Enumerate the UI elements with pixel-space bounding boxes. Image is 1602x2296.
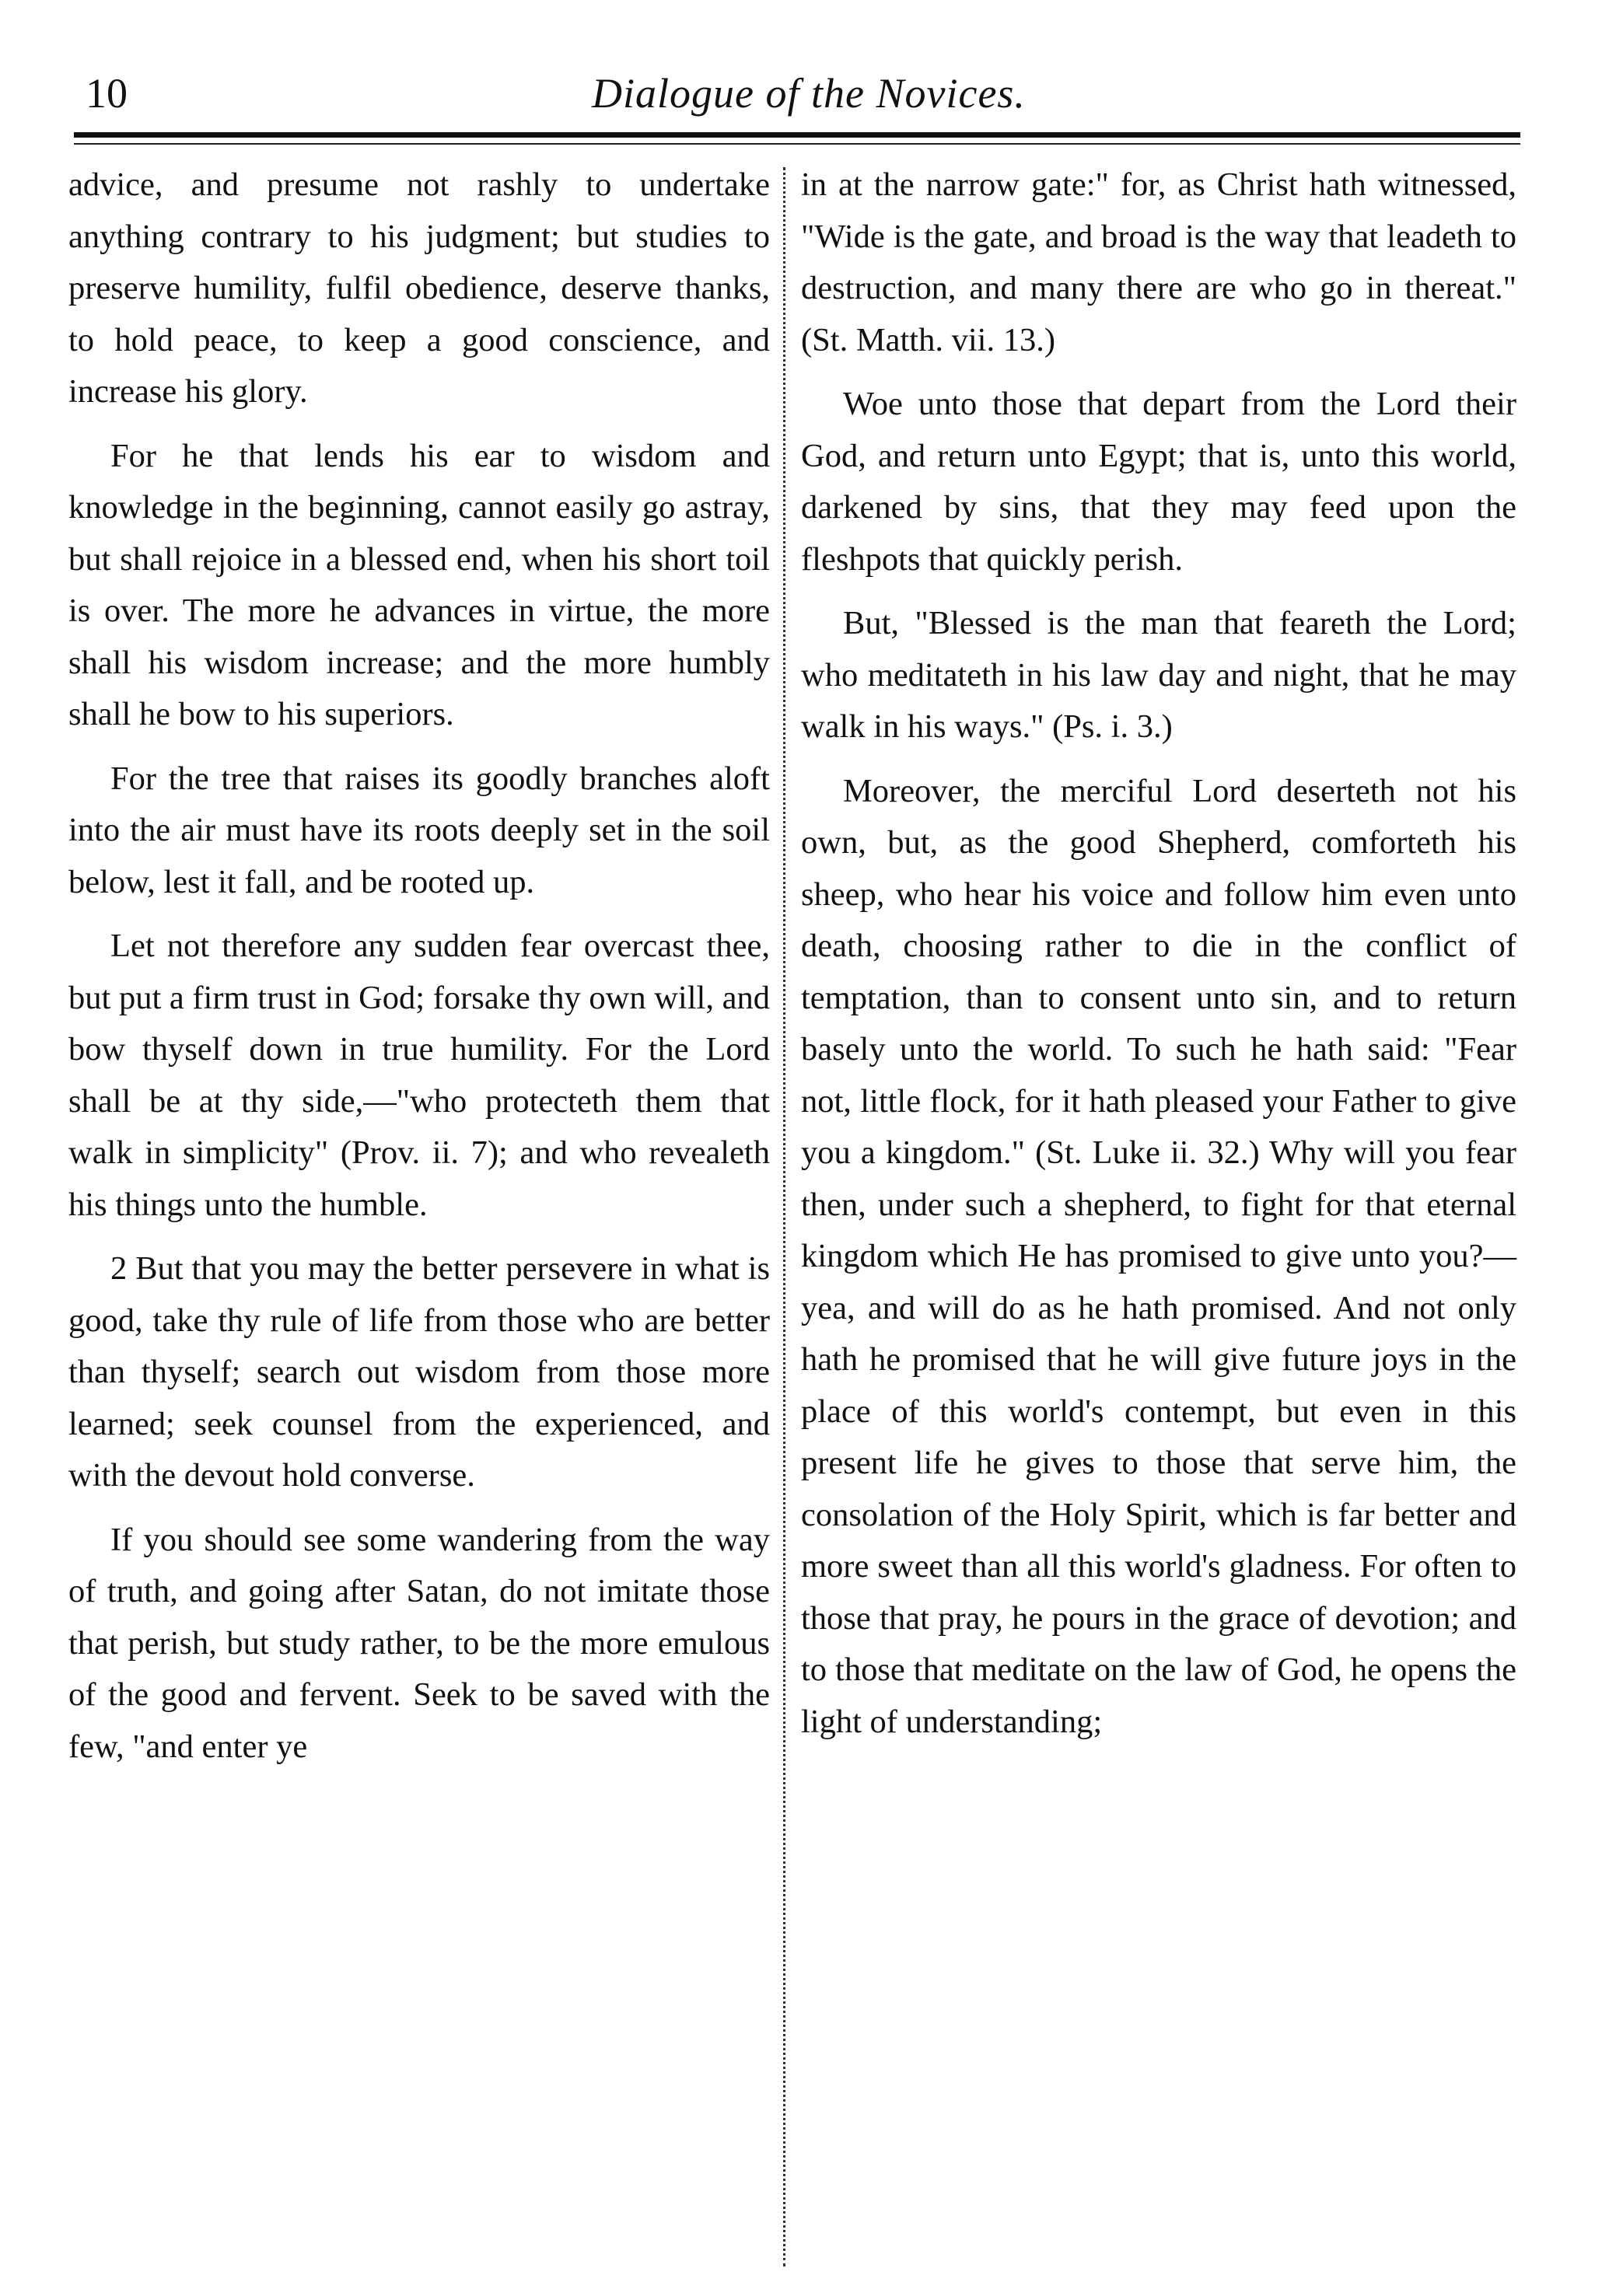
paragraph: Moreover, the merciful Lord deserteth not his own, but, as the good Shepherd, comforteth his sheep, who hear his voice and follow him even unto death, choosing rather to die in the conflict of temptation, than to consent unto sin, and to return basely unto the world. To such he hath said: "Fear not, little flock, for it hath pleased your Father to give you a kingdom." (St. Luke ii. 32.) Why will you fear then, under such a shepherd, to fight for that eternal kingdom which He has promised to give unto you?—yea, and will do as he hath promised. And not only hath he promised that he will give future joys in the place of this world's contempt, but even in this present life he gives to those that serve him, the consolation of the Holy Spirit, which is far better and more sweet than all this world's gladness. For often to those that pray, he pours in the grace of devotion; and to those that meditate on the law of God, he opens the light of understanding; [801,772,1516,1740]
paragraph: advice, and presume not rashly to undertake anything contrary to his judgment; but studies to preserve humility, fulfil obedience, deserve thanks, to hold peace, to keep a good conscience, and increase his glory. [68,166,770,410]
paragraph: If you should see some wandering from the way of truth, and going after Satan, do not imitate those that perish, but study rather, to be the more emulous of the good and fervent. Seek to be saved with the few, "and enter ye [68,1521,770,1765]
running-title: Dialogue of the Novices. [592,70,1026,117]
paragraph: in at the narrow gate:" for, as Christ hath witnessed, "Wide is the gate, and broad is the way that leadeth to destruction, and many there are who go in thereat." (St. Matth. vii. 13.) [801,166,1516,358]
paragraph: But, "Blessed is the man that feareth the Lord; who meditateth in his law day and night, that he may walk in his ways." (Ps. i. 3.) [801,605,1516,745]
paragraph: 2 But that you may the better persevere in what is good, take thy rule of life from those who are better than thyself; search out wisdom from those more learned; seek counsel from the experienced, and with the devout hold converse. [68,1250,770,1494]
paragraph: For he that lends his ear to wisdom and knowledge in the beginning, cannot easily go astray, but shall rejoice in a blessed end, when his short toil is over. The more he advances in virtue, the more shall his wisdom increase; and the more humbly shall he bow to his superiors. [68,437,770,732]
header-rule-thin [74,143,1520,145]
paragraph: Let not therefore any sudden fear overcast thee, but put a firm trust in God; forsake thy own will, and bow thyself down in true humility. For the Lord shall be at thy side,—"who protecteth them that walk in simplicity" (Prov. ii. 7); and who revealeth his things unto the humble. [68,928,770,1223]
right-column [801,159,1516,1748]
page-number: 10 [86,70,128,117]
paragraph: Woe unto those that depart from the Lord their God, and return unto Egypt; that is, unto this world, darkened by sins, that they may feed upon the fleshpots that quickly perish. [801,386,1516,578]
page-header [78,62,1540,124]
column-divider [783,167,785,2266]
paragraph: For the tree that raises its goodly branches aloft into the air must have its roots deeply set in the soil below, lest it fall, and be rooted up. [68,760,770,900]
left-column [68,159,770,1773]
header-rule [74,132,1520,138]
